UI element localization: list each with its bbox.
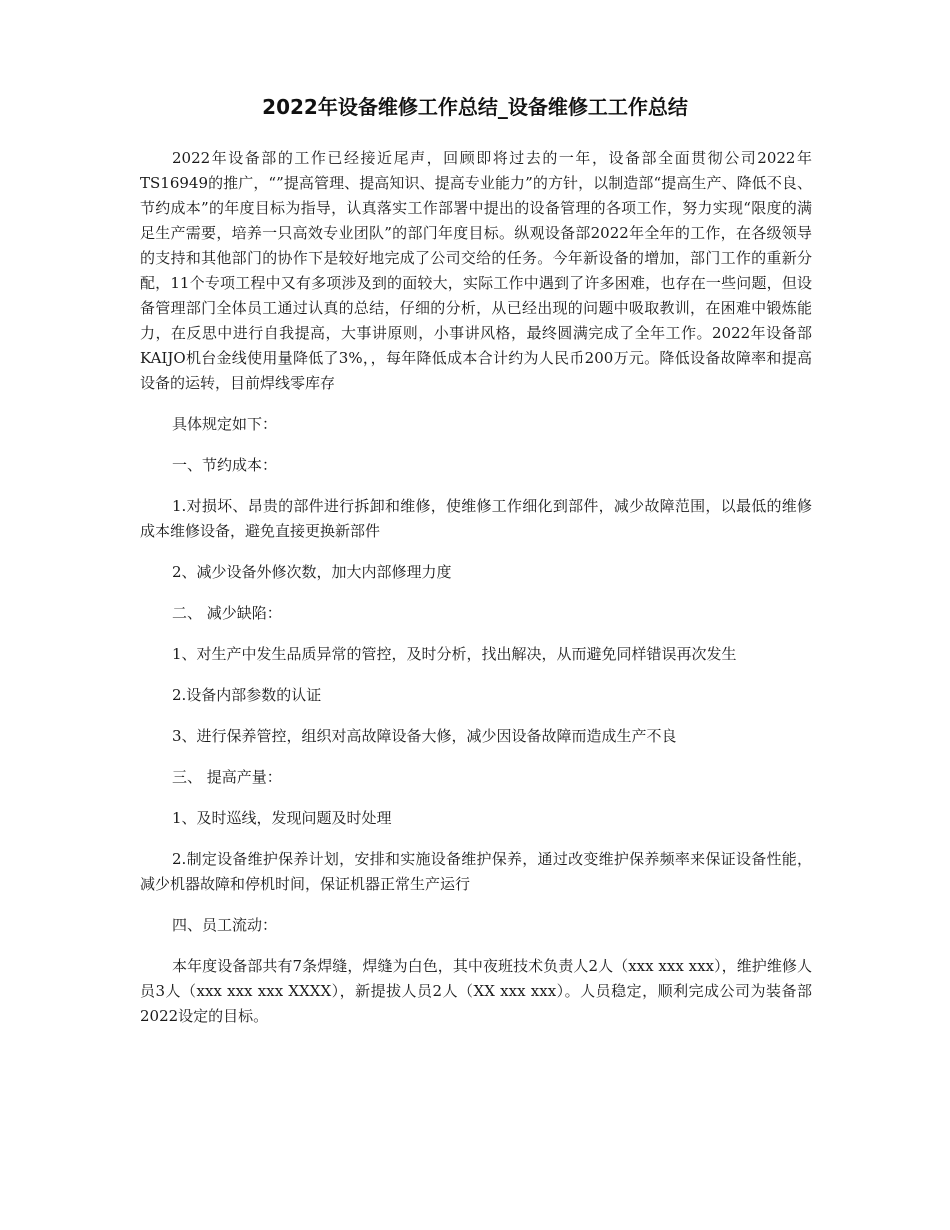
intro-paragraph: 2022年设备部的工作已经接近尾声，回顾即将过去的一年，设备部全面贯彻公司2022年TS16949的推广，“”提高管理、提高知识、提高专业能力”的方针，以制造部“提高生产、降低不良、节约成本”的年度目标为指导，认真落实工作部署中提出的设备管理的各项工作，努力实现“限度的满足生产需要，培养一只高效专业团队”的部门年度目标。纵观设备部2022年全年的工作，在各级领导的支持和其他部门的协作下是较好地完成了公司交给的任务。今年新设备的增加，部门工作的重新分配，11个专项工程中又有多项涉及到的面较大，实际工作中遇到了许多困难，也存在一些问题，但设备管理部门全体员工通过认真的总结，仔细的分析，从已经出现的问题中吸取教训，在困难中锻炼能力，在反思中进行自我提高，大事讲原则，小事讲风格，最终圆满完成了全年工作。2022年设备部KAIJO机台金线使用量降低了3%，，每年降低成本合计约为人民币200万元。降低设备故障率和提高设备的运转，目前焊线零库存 [140,149,812,392]
list-item: 1.对损坏、昂贵的部件进行拆卸和维修，使维修工作细化到部件，减少故障范围，以最低的维修成本维修设备，避免直接更换新部件 [140,497,812,540]
list-item: 2.设备内部参数的认证 [172,686,322,704]
list-item: 2.制定设备维护保养计划，安排和实施设备维护保养，通过改变维护保养频率来保证设备性能，减少机器故障和停机时间，保证机器正常生产运行 [140,850,812,893]
section-heading-cost: 一、节约成本： [172,456,278,474]
section-heading-output: 三、 提高产量： [172,768,282,786]
rules-intro: 具体规定如下： [172,415,278,433]
list-item: 2、减少设备外修次数，加大内部修理力度 [172,563,452,581]
document-title: 2022年设备维修工作总结_设备维修工工作总结 [262,95,688,119]
section-heading-defects: 二、 减少缺陷： [172,604,282,622]
staff-paragraph: 本年度设备部共有7条焊缝，焊缝为白色，其中夜班技术负责人2人（xxx xxx xxx），维护维修人员3人（xxx xxx xxx XXXX），新提拔人员2人（XX xxx xxx）。人员稳定，顺利完成公司为装备部2022设定的目标。 [140,957,812,1025]
list-item: 3、进行保养管控，组织对高故障设备大修，减少因设备故障而造成生产不良 [172,727,677,745]
list-item: 1、对生产中发生品质异常的管控，及时分析，找出解决，从而避免同样错误再次发生 [172,645,737,663]
list-item: 1、及时巡线，发现问题及时处理 [172,809,392,827]
document-body [140,146,812,1029]
section-heading-staff: 四、员工流动： [172,916,278,934]
